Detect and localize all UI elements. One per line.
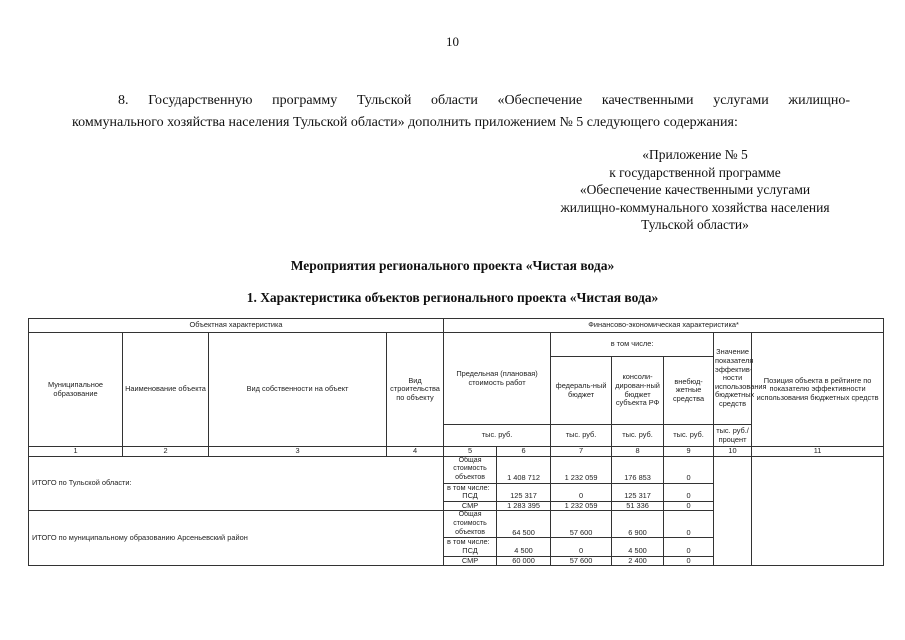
appendix-line-2: к государственной программе	[609, 164, 781, 180]
psd-consolidated-value: 4 500	[612, 547, 664, 556]
psd-cost-value: 4 500	[497, 547, 551, 556]
col-number: 7	[551, 447, 612, 457]
paragraph-line-1: 8. Государственную программу Тульской области «Обеспечение качественными услугами жилищно-	[118, 93, 850, 108]
col-number: 10	[714, 447, 752, 457]
col-municipality-header: Муниципальное образование	[29, 333, 123, 447]
col-number: 6	[497, 447, 551, 457]
appendix-header	[520, 146, 870, 234]
psd-cost-value: 125 317	[497, 492, 551, 501]
col-name-header: Наименование объекта	[123, 333, 209, 447]
total-cost-label: Общая стоимость объектов	[444, 511, 497, 538]
total-cost-label: Общая стоимость объектов	[444, 456, 497, 483]
appendix-line-3: «Обеспечение качественными услугами	[579, 182, 811, 197]
indicator-cell	[714, 456, 752, 566]
total-consolidated-value: 6 900	[612, 511, 664, 538]
amendment-paragraph	[72, 90, 850, 134]
total-cost-value: 64 500	[497, 511, 551, 538]
smr-label: СМР	[444, 501, 497, 511]
total-extrabudget-value: 0	[664, 456, 714, 483]
psd-consolidated-value: 125 317	[612, 492, 664, 501]
total-extrabudget-value: 0	[664, 511, 714, 538]
col-number: 3	[209, 447, 387, 457]
smr-label: СМР	[444, 556, 497, 566]
col-including-header: в том числе:	[551, 333, 714, 357]
col-extrabudget-header: внебюд-жетные средства	[664, 357, 714, 425]
position-cell	[752, 456, 884, 566]
psd-label: ПСД	[444, 547, 497, 556]
psd-extrabudget-value: 0	[664, 492, 714, 501]
col-construction-header: Вид строительства по объекту	[387, 333, 444, 447]
col-number: 2	[123, 447, 209, 457]
appendix-line-4: жилищно-коммунального хозяйства населения	[560, 199, 830, 215]
including-label: в том числе:	[444, 538, 497, 547]
including-label: в том числе:	[444, 483, 497, 492]
col-number: 1	[29, 447, 123, 457]
col-consolidated-header: консоли-дирован-ный бюджет субъекта РФ	[612, 357, 664, 425]
col-number: 8	[612, 447, 664, 457]
smr-federal-value: 1 232 059	[551, 501, 612, 511]
total-row-title: ИТОГО по Тульской области:	[29, 456, 444, 511]
col-number: 9	[664, 447, 714, 457]
smr-consolidated-value: 2 400	[612, 556, 664, 566]
smr-consolidated-value: 51 336	[612, 501, 664, 511]
unit-indicator: тыс. руб./ процент	[714, 425, 752, 447]
unit-consolidated: тыс. руб.	[612, 425, 664, 447]
smr-federal-value: 57 600	[551, 556, 612, 566]
psd-federal-value: 0	[551, 492, 612, 501]
psd-extrabudget-value: 0	[664, 547, 714, 556]
total-federal-value: 1 232 059	[551, 456, 612, 483]
col-position-header: Позиция объекта в рейтинге по показателю эффективности использования бюджетных средств	[752, 333, 884, 447]
appendix-line-1: «Приложение № 5	[642, 147, 748, 162]
col-cost-header: Предельная (плановая) стоимость работ	[444, 333, 551, 425]
unit-federal: тыс. руб.	[551, 425, 612, 447]
col-ownership-header: Вид собственности на объект	[209, 333, 387, 447]
psd-federal-value: 0	[551, 547, 612, 556]
col-number: 4	[387, 447, 444, 457]
col-number: 11	[752, 447, 884, 457]
objects-table	[28, 318, 884, 566]
total-consolidated-value: 176 853	[612, 456, 664, 483]
col-federal-header: федераль-ный бюджет	[551, 357, 612, 425]
smr-extrabudget-value: 0	[664, 501, 714, 511]
smr-cost-value: 60 000	[497, 556, 551, 566]
psd-label: ПСД	[444, 492, 497, 501]
appendix-line-5: Тульской области»	[641, 217, 749, 232]
smr-cost-value: 1 283 395	[497, 501, 551, 511]
smr-extrabudget-value: 0	[664, 556, 714, 566]
page-number: 10	[446, 34, 459, 49]
section-heading: Мероприятия регионального проекта «Чистая вода»	[290, 258, 615, 273]
total-cost-value: 1 408 712	[497, 456, 551, 483]
paragraph-line-2: коммунального хозяйства населения Тульской области» дополнить приложением № 5 следующего содержания:	[72, 115, 738, 130]
col-indicator-header: Значение показателя эффектив-ности использования бюджетных средств	[714, 333, 752, 425]
unit-extrabudget: тыс. руб.	[664, 425, 714, 447]
group-object-header: Объектная характеристика	[29, 319, 444, 333]
col-number: 5	[444, 447, 497, 457]
total-row-title: ИТОГО по муниципальному образованию Арсеньевский район	[29, 511, 444, 566]
unit-cost: тыс. руб.	[444, 425, 551, 447]
total-federal-value: 57 600	[551, 511, 612, 538]
group-finance-header: Финансово-экономическая характеристика*	[444, 319, 884, 333]
table-heading: 1. Характеристика объектов регионального проекта «Чистая вода»	[246, 290, 659, 305]
